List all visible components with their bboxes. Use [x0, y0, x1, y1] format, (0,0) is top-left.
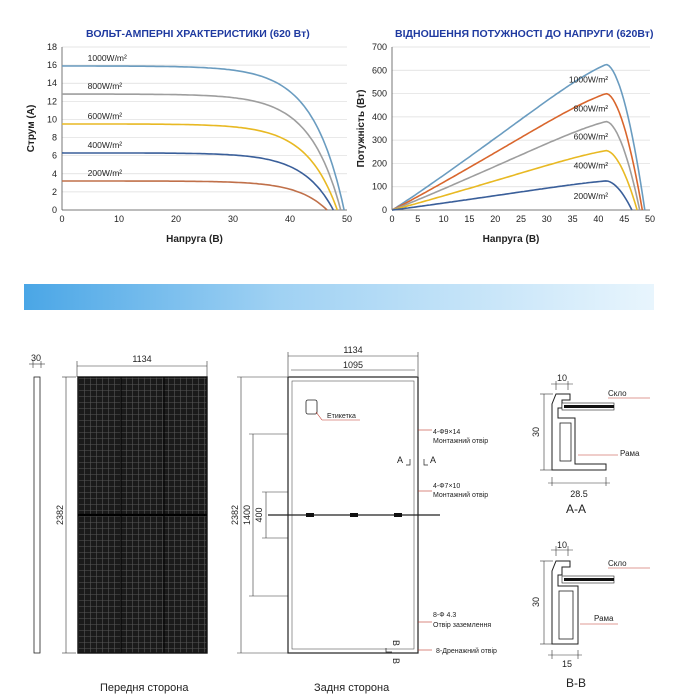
section-banner	[24, 284, 654, 310]
label-text: Етикетка	[327, 413, 356, 420]
x-tick-label: 50	[644, 214, 656, 224]
bb-frame: Рама	[594, 614, 614, 623]
aa-top-dim: 10	[556, 373, 568, 383]
series-line	[62, 181, 327, 210]
y-tick-label: 12	[46, 96, 57, 107]
y-tick-label: 14	[46, 78, 57, 89]
section-aa-caption: A-A	[566, 502, 587, 516]
mount-hole-label: Монтажний отвір	[433, 438, 489, 445]
x-tick-label: 40	[284, 214, 296, 224]
iv-chart	[0, 40, 353, 280]
y-tick-label: 4	[51, 168, 57, 179]
ground-label: Отвір заземлення	[433, 622, 492, 629]
y-tick-label: 100	[371, 181, 387, 192]
dim-1400: 1400	[242, 504, 252, 526]
x-tick-label: 10	[438, 214, 449, 224]
thickness-dim: 30	[31, 353, 42, 363]
bb-height-dim: 30	[531, 596, 541, 608]
y-tick-label: 400	[371, 111, 387, 122]
y-tick-label: 2	[51, 186, 57, 197]
section-aa	[531, 373, 650, 499]
back-height-dim: 2382	[230, 504, 240, 526]
section-b-top: B	[391, 640, 401, 647]
front-width-dim: 1134	[132, 354, 152, 364]
x-axis-label: Напруга (В)	[166, 234, 223, 245]
x-tick-label: 40	[593, 214, 604, 224]
dim-400: 400	[254, 507, 264, 523]
y-tick-label: 18	[46, 42, 57, 52]
section-a-right: A	[430, 455, 437, 465]
series-label: 1000W/m²	[568, 74, 609, 85]
series-label: 400W/m²	[87, 139, 123, 150]
series-line	[392, 151, 637, 210]
x-tick-label: 30	[227, 214, 239, 224]
series-label: 800W/m²	[573, 103, 609, 114]
x-tick-label: 45	[619, 214, 630, 224]
section-bb	[531, 540, 650, 669]
section-bb-caption: B-B	[566, 676, 587, 690]
series-label: 800W/m²	[87, 81, 123, 92]
y-tick-label: 600	[371, 65, 387, 76]
series-label: 600W/m²	[87, 110, 123, 121]
y-tick-label: 16	[46, 60, 57, 71]
pv-chart	[350, 40, 700, 280]
back-width-dim: 1134	[343, 345, 363, 355]
x-tick-label: 15	[464, 214, 475, 224]
x-tick-label: 25	[515, 214, 527, 224]
series-label: 200W/m²	[573, 190, 609, 201]
x-tick-label: 0	[59, 214, 65, 224]
aa-height-dim: 30	[531, 426, 541, 438]
y-tick-label: 10	[46, 114, 57, 125]
series-label: 400W/m²	[573, 160, 609, 171]
back-view	[230, 345, 497, 664]
iv-chart-title: ВОЛЬТ-АМПЕРНІ ХРАКТЕРИСТИКИ (620 Вт)	[86, 28, 310, 40]
series-line	[62, 124, 337, 210]
panel-drawing	[0, 320, 700, 700]
ground-spec: 8-Ф 4.3	[433, 612, 457, 619]
y-axis-label: Струм (А)	[26, 104, 37, 153]
section-b-bottom: B	[391, 658, 401, 665]
series-label: 1000W/m²	[87, 53, 127, 64]
bb-bottom-dim: 15	[561, 659, 573, 669]
label-box	[306, 400, 317, 414]
aa-glass: Скло	[608, 389, 627, 398]
mount-hole-spec: 4-Ф9×14	[433, 429, 461, 436]
x-tick-label: 35	[567, 214, 578, 224]
x-tick-label: 0	[389, 214, 395, 224]
x-tick-label: 20	[490, 214, 501, 224]
mount-hole2-label: Монтажний отвір	[433, 492, 489, 499]
bb-top-dim: 10	[556, 540, 568, 550]
back-caption: Задня сторона	[314, 682, 390, 694]
mount-hole2-spec: 4-Ф7×10	[433, 483, 461, 490]
y-tick-label: 500	[371, 88, 387, 99]
series-label: 200W/m²	[87, 168, 123, 179]
y-tick-label: 300	[371, 135, 387, 146]
side-profile	[29, 353, 45, 653]
y-axis-label: Потужність (Вт)	[356, 89, 367, 168]
x-tick-label: 5	[415, 214, 421, 224]
section-a-left: A	[397, 455, 404, 465]
aa-frame: Рама	[620, 449, 640, 458]
bb-glass: Скло	[608, 559, 627, 568]
series-label: 600W/m²	[573, 131, 609, 142]
x-tick-label: 50	[341, 214, 353, 224]
drain-label: 8-Дренажний отвір	[436, 648, 497, 655]
back-inner-width-dim: 1095	[342, 360, 364, 370]
x-tick-label: 30	[541, 214, 552, 224]
x-axis-label: Напруга (В)	[482, 234, 540, 245]
x-tick-label: 10	[113, 214, 125, 224]
y-tick-label: 700	[371, 42, 387, 52]
front-caption: Передня сторона	[100, 682, 189, 694]
y-tick-label: 0	[381, 205, 387, 215]
pv-chart-title: ВІДНОШЕННЯ ПОТУЖНОСТІ ДО НАПРУГИ (620Вт)	[395, 28, 654, 40]
y-tick-label: 6	[51, 150, 57, 161]
front-height-dim: 2382	[55, 504, 65, 526]
front-view	[55, 354, 207, 653]
x-tick-label: 20	[170, 214, 182, 224]
aa-bottom-dim: 28.5	[570, 489, 588, 499]
y-tick-label: 0	[51, 205, 57, 215]
y-tick-label: 200	[371, 158, 387, 169]
y-tick-label: 8	[51, 132, 57, 143]
